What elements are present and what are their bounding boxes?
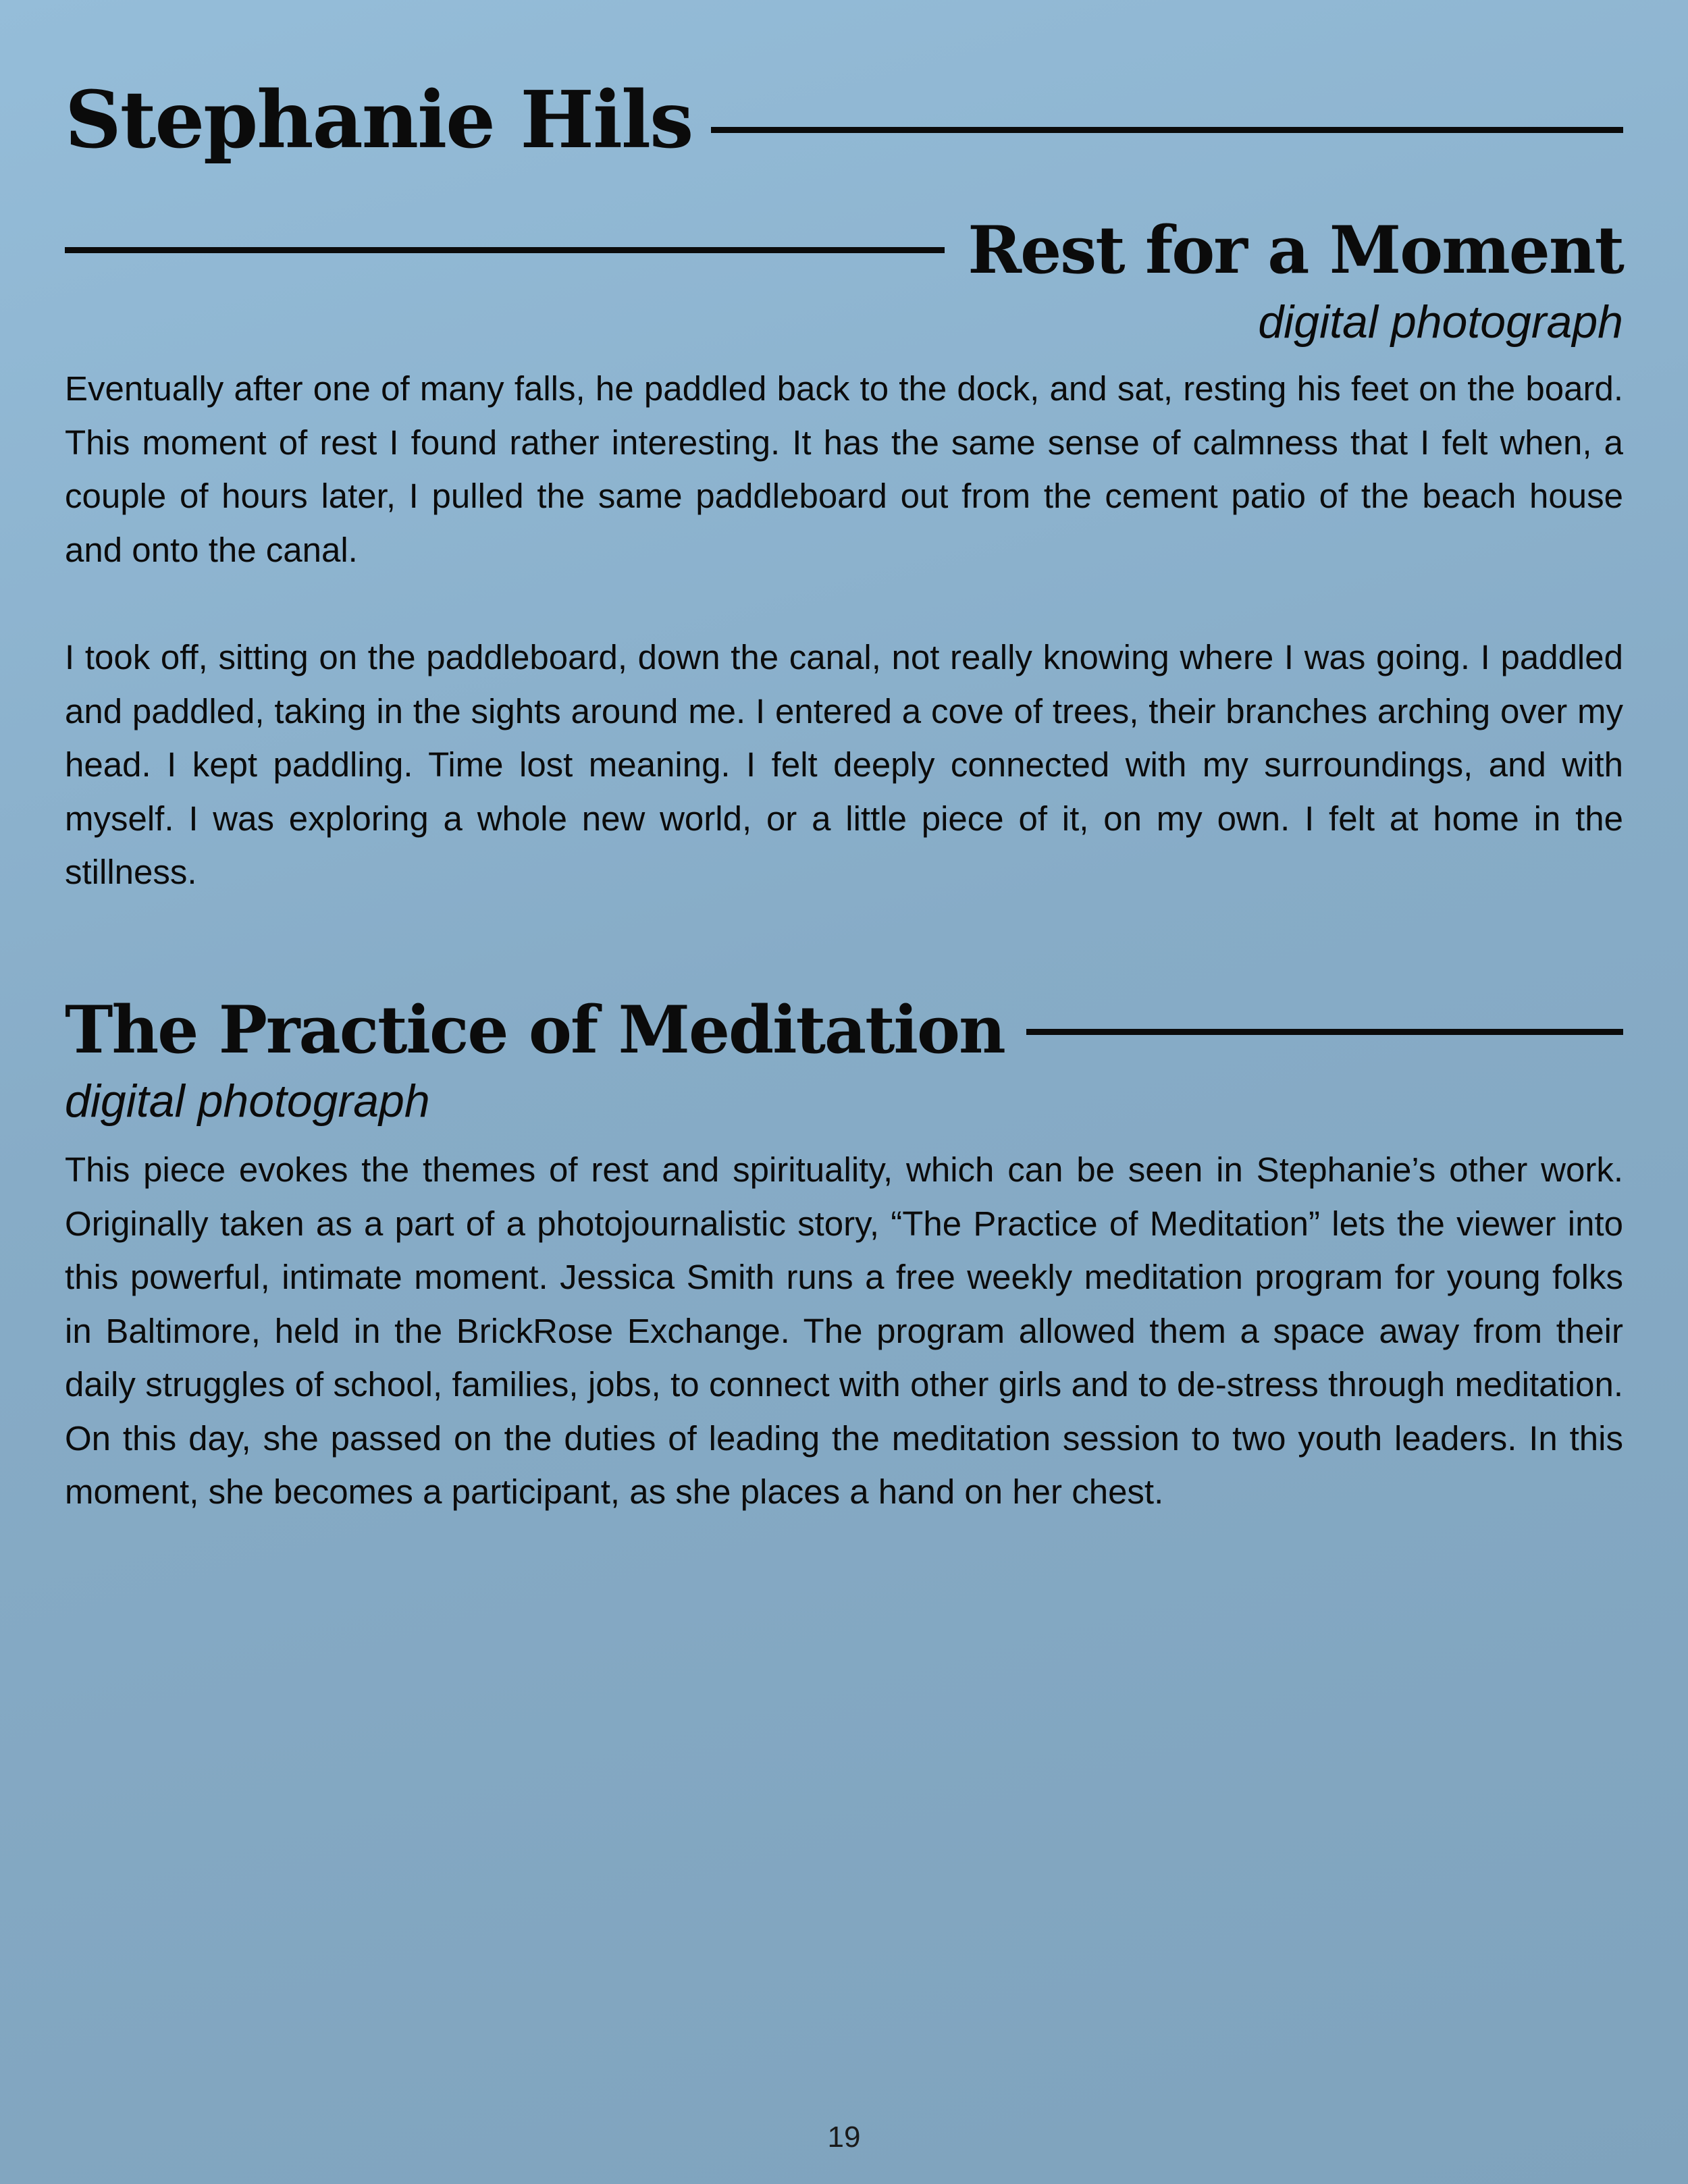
work-2-title: The Practice of Meditation xyxy=(65,991,1005,1068)
work-1-heading-rule xyxy=(65,247,945,253)
work-2-heading-row xyxy=(65,986,1623,1073)
page-number: 19 xyxy=(827,2121,861,2154)
page xyxy=(65,0,1623,2184)
artist-heading-rule xyxy=(711,127,1623,133)
work-2-heading-rule xyxy=(1026,1029,1623,1035)
artist-heading-row xyxy=(65,73,1623,167)
work-1-title: Rest for a Moment xyxy=(968,211,1623,288)
artist-name: Stephanie Hils xyxy=(65,74,693,166)
work-1-medium: digital photograph xyxy=(1258,296,1623,348)
work-2-paragraph-1: This piece evokes the themes of rest and spirituality, which can be seen in Stephanie’s other work. Originally taken as a part of a photojournalistic story, “The Practice of Meditation” lets the viewer into this powerful, intimate moment. Jessica Smith runs a free weekly meditation program for young folks in Baltimore, held in the BrickRose Exchange. The program allowed them a space away from their daily struggles of school, families, jobs, to connect with other girls and to de-stress through meditation. On this day, she passed on the duties of leading the meditation session to two youth leaders. In this moment, she becomes a participant, as she places a hand on her chest. xyxy=(65,1150,1623,1511)
work-1-heading-row xyxy=(65,203,1623,297)
work-1-paragraph-2: I took off, sitting on the paddleboard, down the canal, not really knowing where I was going. I paddled and paddled, taking in the sights around me. I entered a cove of trees, their branches arching over my head. I kept paddling. Time lost meaning. I felt deeply connected with my surroundings, and with myself. I was exploring a whole new world, or a little piece of it, on my own. I felt at home in the stillness. xyxy=(65,638,1623,891)
work-2-medium: digital photograph xyxy=(65,1075,430,1127)
work-1-paragraph-1: Eventually after one of many falls, he paddled back to the dock, and sat, resting his feet on the board. This moment of rest I found rather interesting. It has the same sense of calmness that I felt when, a couple of hours later, I pulled the same paddleboard out from the cement patio of the beach house and onto the canal. xyxy=(65,369,1623,569)
